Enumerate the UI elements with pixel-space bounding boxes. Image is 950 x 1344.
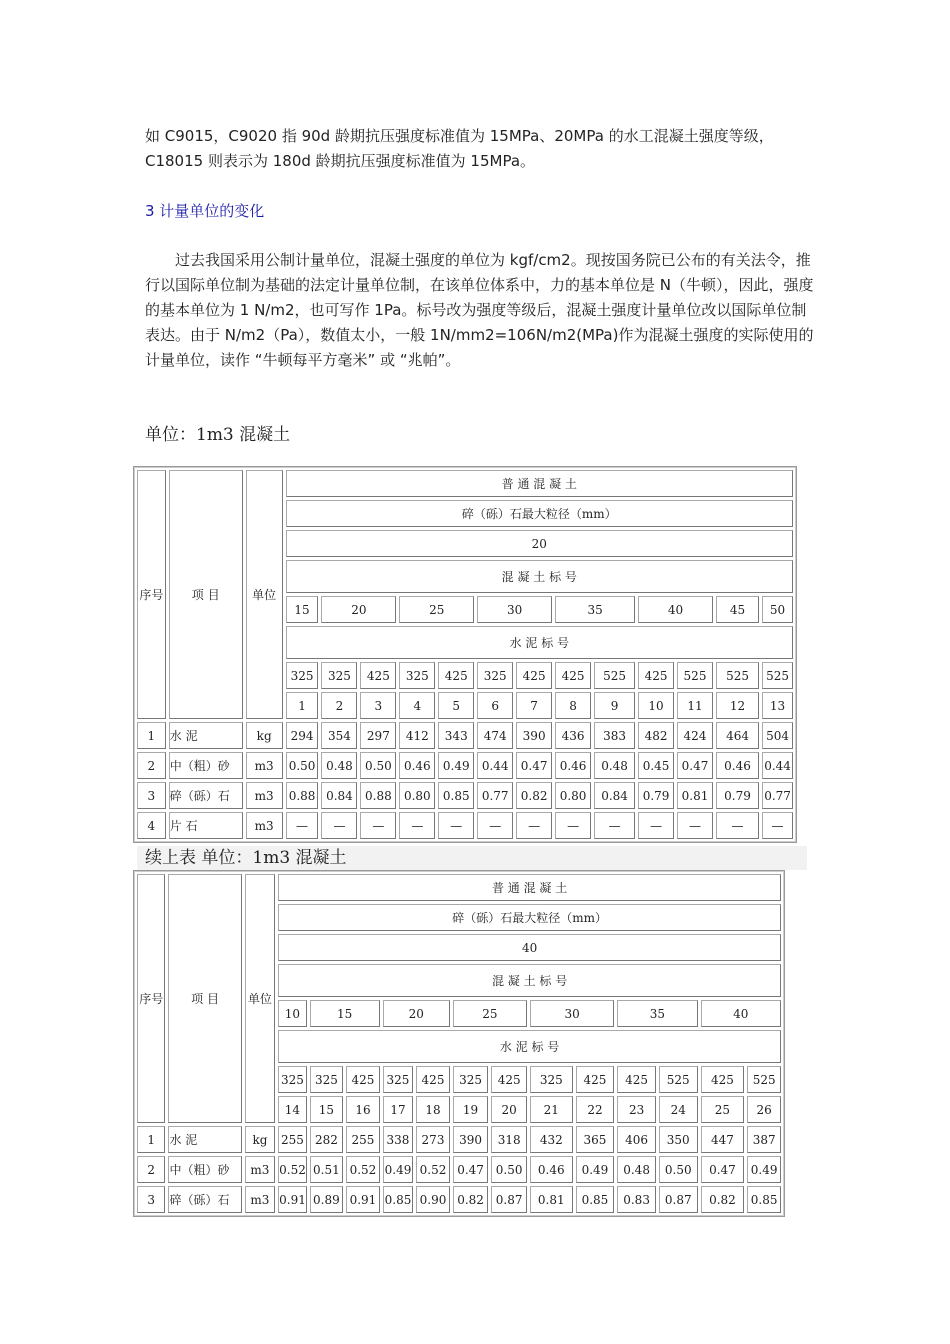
column-number-cell: 26 <box>747 1096 781 1123</box>
row-seq-cell: 2 <box>137 752 166 779</box>
column-number-cell: 4 <box>399 692 435 719</box>
grade-cell: 10 <box>278 1000 306 1027</box>
section-heading: 3 计量单位的变化 <box>145 202 265 220</box>
header-aggregate: 碎（砾）石最大粒径（mm） <box>286 500 793 527</box>
cement-grade-cell: 525 <box>716 662 759 689</box>
value-cell: — <box>516 812 552 839</box>
cement-grade-cell: 525 <box>594 662 635 689</box>
grade-cell: 30 <box>477 596 552 623</box>
value-cell: 0.77 <box>477 782 513 809</box>
row-seq-cell: 1 <box>137 1126 165 1153</box>
cement-grade-cell: 425 <box>516 662 552 689</box>
value-cell: — <box>321 812 357 839</box>
grade-cell: 20 <box>321 596 396 623</box>
row-unit-cell: m3 <box>246 782 283 809</box>
value-cell: 282 <box>310 1126 344 1153</box>
value-cell: 350 <box>659 1126 698 1153</box>
column-number-cell: 3 <box>360 692 396 719</box>
cement-grade-cell: 425 <box>416 1066 450 1093</box>
value-cell: 0.87 <box>491 1186 527 1213</box>
value-cell: 436 <box>555 722 591 749</box>
mix-table-2 <box>133 870 785 1217</box>
value-cell: 0.84 <box>321 782 357 809</box>
value-cell: — <box>360 812 396 839</box>
column-number-cell: 18 <box>416 1096 450 1123</box>
column-number-cell: 9 <box>594 692 635 719</box>
value-cell: 0.51 <box>310 1156 344 1183</box>
column-number-cell: 17 <box>383 1096 414 1123</box>
value-cell: 0.52 <box>278 1156 306 1183</box>
row-item-cell: 碎（砾）石 <box>169 782 243 809</box>
cement-grade-cell: 425 <box>555 662 591 689</box>
header-concrete: 普 通 混 凝 土 <box>286 470 793 497</box>
value-cell: 0.85 <box>576 1186 615 1213</box>
value-cell: 255 <box>346 1126 380 1153</box>
row-item-cell: 中（粗）砂 <box>168 1156 241 1183</box>
row-unit-cell: m3 <box>246 752 283 779</box>
value-cell: 318 <box>491 1126 527 1153</box>
table-row <box>137 812 793 839</box>
value-cell: 0.84 <box>594 782 635 809</box>
value-cell: 447 <box>701 1126 745 1153</box>
table-row <box>137 722 793 749</box>
row-item-cell: 片 石 <box>169 812 243 839</box>
value-cell: — <box>286 812 319 839</box>
header-size: 20 <box>286 530 793 557</box>
value-cell: 0.85 <box>747 1186 781 1213</box>
value-cell: 0.89 <box>310 1186 344 1213</box>
cement-grade-cell: 425 <box>360 662 396 689</box>
grade-cell: 40 <box>701 1000 781 1027</box>
value-cell: 0.46 <box>530 1156 573 1183</box>
table-row <box>137 1126 781 1153</box>
value-cell: — <box>677 812 713 839</box>
cement-grade-cell: 325 <box>477 662 513 689</box>
column-number-cell: 6 <box>477 692 513 719</box>
value-cell: 0.52 <box>416 1156 450 1183</box>
value-cell: 255 <box>278 1126 306 1153</box>
value-cell: 0.85 <box>383 1186 414 1213</box>
column-number-cell: 10 <box>638 692 674 719</box>
column-number-cell: 22 <box>576 1096 615 1123</box>
row-unit-cell: kg <box>245 1126 276 1153</box>
row-seq-cell: 3 <box>137 782 166 809</box>
value-cell: 0.80 <box>399 782 435 809</box>
value-cell: 0.82 <box>516 782 552 809</box>
value-cell: 0.44 <box>762 752 793 779</box>
grade-cell: 20 <box>383 1000 450 1027</box>
cement-grade-cell: 425 <box>491 1066 527 1093</box>
value-cell: 0.48 <box>594 752 635 779</box>
value-cell: 338 <box>383 1126 414 1153</box>
cement-grade-cell: 325 <box>286 662 319 689</box>
value-cell: 0.52 <box>346 1156 380 1183</box>
column-number-cell: 12 <box>716 692 759 719</box>
header-unit: 单位 <box>245 874 276 1123</box>
value-cell: 0.49 <box>383 1156 414 1183</box>
row-item-cell: 水 泥 <box>169 722 243 749</box>
cement-grade-cell: 525 <box>659 1066 698 1093</box>
value-cell: 0.88 <box>286 782 319 809</box>
column-number-cell: 24 <box>659 1096 698 1123</box>
grade-cell: 50 <box>762 596 793 623</box>
cement-grade-cell: 525 <box>677 662 713 689</box>
cement-grade-cell: 425 <box>346 1066 380 1093</box>
cement-grade-cell: 525 <box>762 662 793 689</box>
value-cell: 0.79 <box>638 782 674 809</box>
value-cell: 0.91 <box>278 1186 306 1213</box>
column-number-cell: 5 <box>438 692 474 719</box>
value-cell: 273 <box>416 1126 450 1153</box>
value-cell: 390 <box>516 722 552 749</box>
value-cell: 474 <box>477 722 513 749</box>
value-cell: — <box>438 812 474 839</box>
grade-cell: 15 <box>310 1000 380 1027</box>
grade-cell: 30 <box>530 1000 614 1027</box>
value-cell: 0.80 <box>555 782 591 809</box>
value-cell: 0.49 <box>438 752 474 779</box>
header-cement: 水 泥 标 号 <box>278 1030 781 1063</box>
grade-cell: 15 <box>286 596 319 623</box>
value-cell: 464 <box>716 722 759 749</box>
column-number-cell: 13 <box>762 692 793 719</box>
value-cell: — <box>762 812 793 839</box>
value-cell: 354 <box>321 722 357 749</box>
value-cell: 0.50 <box>659 1156 698 1183</box>
value-cell: 387 <box>747 1126 781 1153</box>
grade-cell: 40 <box>638 596 713 623</box>
row-item-cell: 中（粗）砂 <box>169 752 243 779</box>
value-cell: 0.49 <box>576 1156 615 1183</box>
column-number-cell: 1 <box>286 692 319 719</box>
value-cell: — <box>716 812 759 839</box>
cement-grade-cell: 425 <box>438 662 474 689</box>
value-cell: 0.81 <box>530 1186 573 1213</box>
value-cell: — <box>594 812 635 839</box>
row-seq-cell: 1 <box>137 722 166 749</box>
column-number-cell: 19 <box>453 1096 489 1123</box>
value-cell: 0.79 <box>716 782 759 809</box>
value-cell: 0.44 <box>477 752 513 779</box>
value-cell: 0.82 <box>453 1186 489 1213</box>
value-cell: 504 <box>762 722 793 749</box>
grade-cell: 35 <box>555 596 635 623</box>
grade-cell: 25 <box>453 1000 527 1027</box>
grade-cell: 25 <box>399 596 474 623</box>
table-row <box>137 752 793 779</box>
header-seq: 序号 <box>137 470 166 719</box>
header-size: 40 <box>278 934 781 961</box>
value-cell: 0.91 <box>346 1186 380 1213</box>
value-cell: 0.49 <box>747 1156 781 1183</box>
column-number-cell: 2 <box>321 692 357 719</box>
value-cell: 297 <box>360 722 396 749</box>
value-cell: 0.85 <box>438 782 474 809</box>
cement-grade-cell: 425 <box>701 1066 745 1093</box>
header-unit: 单位 <box>246 470 283 719</box>
table-row <box>137 782 793 809</box>
header-grade: 混 凝 土 标 号 <box>278 964 781 997</box>
value-cell: 0.50 <box>360 752 396 779</box>
cement-grade-cell: 325 <box>399 662 435 689</box>
cement-grade-cell: 425 <box>638 662 674 689</box>
row-item-cell: 碎（砾）石 <box>168 1186 241 1213</box>
value-cell: 0.82 <box>701 1186 745 1213</box>
column-number-cell: 16 <box>346 1096 380 1123</box>
value-cell: 294 <box>286 722 319 749</box>
value-cell: 0.45 <box>638 752 674 779</box>
value-cell: 383 <box>594 722 635 749</box>
row-seq-cell: 4 <box>137 812 166 839</box>
row-seq-cell: 2 <box>137 1156 165 1183</box>
value-cell: 0.46 <box>716 752 759 779</box>
value-cell: 0.83 <box>617 1186 656 1213</box>
value-cell: 406 <box>617 1126 656 1153</box>
column-number-cell: 25 <box>701 1096 745 1123</box>
column-number-cell: 11 <box>677 692 713 719</box>
value-cell: — <box>638 812 674 839</box>
row-unit-cell: kg <box>246 722 283 749</box>
header-cement: 水 泥 标 号 <box>286 626 793 659</box>
cement-grade-cell: 325 <box>453 1066 489 1093</box>
value-cell: 0.47 <box>701 1156 745 1183</box>
value-cell: 412 <box>399 722 435 749</box>
row-unit-cell: m3 <box>245 1186 276 1213</box>
header-seq: 序号 <box>137 874 165 1123</box>
value-cell: 0.47 <box>677 752 713 779</box>
value-cell: 0.81 <box>677 782 713 809</box>
value-cell: 0.47 <box>516 752 552 779</box>
header-item: 项 目 <box>169 470 243 719</box>
row-item-cell: 水 泥 <box>168 1126 241 1153</box>
value-cell: 0.90 <box>416 1186 450 1213</box>
column-number-cell: 21 <box>530 1096 573 1123</box>
column-number-cell: 15 <box>310 1096 344 1123</box>
value-cell: 0.50 <box>286 752 319 779</box>
value-cell: 432 <box>530 1126 573 1153</box>
value-cell: 0.77 <box>762 782 793 809</box>
table-row <box>137 1156 781 1183</box>
header-aggregate: 碎（砾）石最大粒径（mm） <box>278 904 781 931</box>
value-cell: 0.87 <box>659 1186 698 1213</box>
table2-unit-label: 续上表 单位：1m3 混凝土 <box>137 846 807 870</box>
row-seq-cell: 3 <box>137 1186 165 1213</box>
column-number-cell: 7 <box>516 692 552 719</box>
intro-paragraph: 如 C9015，C9020 指 90d 龄期抗压强度标准值为 15MPa、20MPa 的水工混凝土强度等级，C18015 则表示为 180d 龄期抗压强度标准值为 15MPa。 <box>145 127 774 170</box>
mix-table-1 <box>133 466 797 843</box>
table-row <box>137 1186 781 1213</box>
value-cell: 0.48 <box>321 752 357 779</box>
row-unit-cell: m3 <box>246 812 283 839</box>
value-cell: 0.46 <box>399 752 435 779</box>
value-cell: — <box>477 812 513 839</box>
value-cell: 365 <box>576 1126 615 1153</box>
grade-cell: 35 <box>617 1000 697 1027</box>
cement-grade-cell: 325 <box>278 1066 306 1093</box>
value-cell: 424 <box>677 722 713 749</box>
value-cell: 0.50 <box>491 1156 527 1183</box>
column-number-cell: 14 <box>278 1096 306 1123</box>
header-grade: 混 凝 土 标 号 <box>286 560 793 593</box>
value-cell: 482 <box>638 722 674 749</box>
header-concrete: 普 通 混 凝 土 <box>278 874 781 901</box>
column-number-cell: 23 <box>617 1096 656 1123</box>
value-cell: 0.47 <box>453 1156 489 1183</box>
cement-grade-cell: 325 <box>310 1066 344 1093</box>
body-paragraph: 过去我国采用公制计量单位，混凝土强度的单位为 kgf/cm2。现按国务院已公布的有关法令，推行以国际单位制为基础的法定计量单位制，在该单位体系中，力的基本单位是 N（牛顿），因此，强度的基本单位为 1 N/m2，也可写作 1Pa。标号改为强度等级后，混凝土强度计量单位改以国际单位制表达。由于 N/m2（Pa），数值太小，一般 1N/mm2=106N/m2(MPa)作为混凝土强度的实际使用的计量单位，读作 “牛顿每平方毫米” 或 “兆帕”。 <box>145 251 814 369</box>
header-item: 项 目 <box>168 874 241 1123</box>
table1-unit-label: 单位：1m3 混凝土 <box>145 425 291 445</box>
value-cell: — <box>399 812 435 839</box>
value-cell: 390 <box>453 1126 489 1153</box>
cement-grade-cell: 325 <box>383 1066 414 1093</box>
column-number-cell: 20 <box>491 1096 527 1123</box>
cement-grade-cell: 325 <box>530 1066 573 1093</box>
value-cell: 343 <box>438 722 474 749</box>
value-cell: 0.48 <box>617 1156 656 1183</box>
row-unit-cell: m3 <box>245 1156 276 1183</box>
cement-grade-cell: 525 <box>747 1066 781 1093</box>
grade-cell: 45 <box>716 596 759 623</box>
cement-grade-cell: 425 <box>576 1066 615 1093</box>
cement-grade-cell: 425 <box>617 1066 656 1093</box>
value-cell: 0.46 <box>555 752 591 779</box>
value-cell: 0.88 <box>360 782 396 809</box>
value-cell: — <box>555 812 591 839</box>
column-number-cell: 8 <box>555 692 591 719</box>
cement-grade-cell: 325 <box>321 662 357 689</box>
